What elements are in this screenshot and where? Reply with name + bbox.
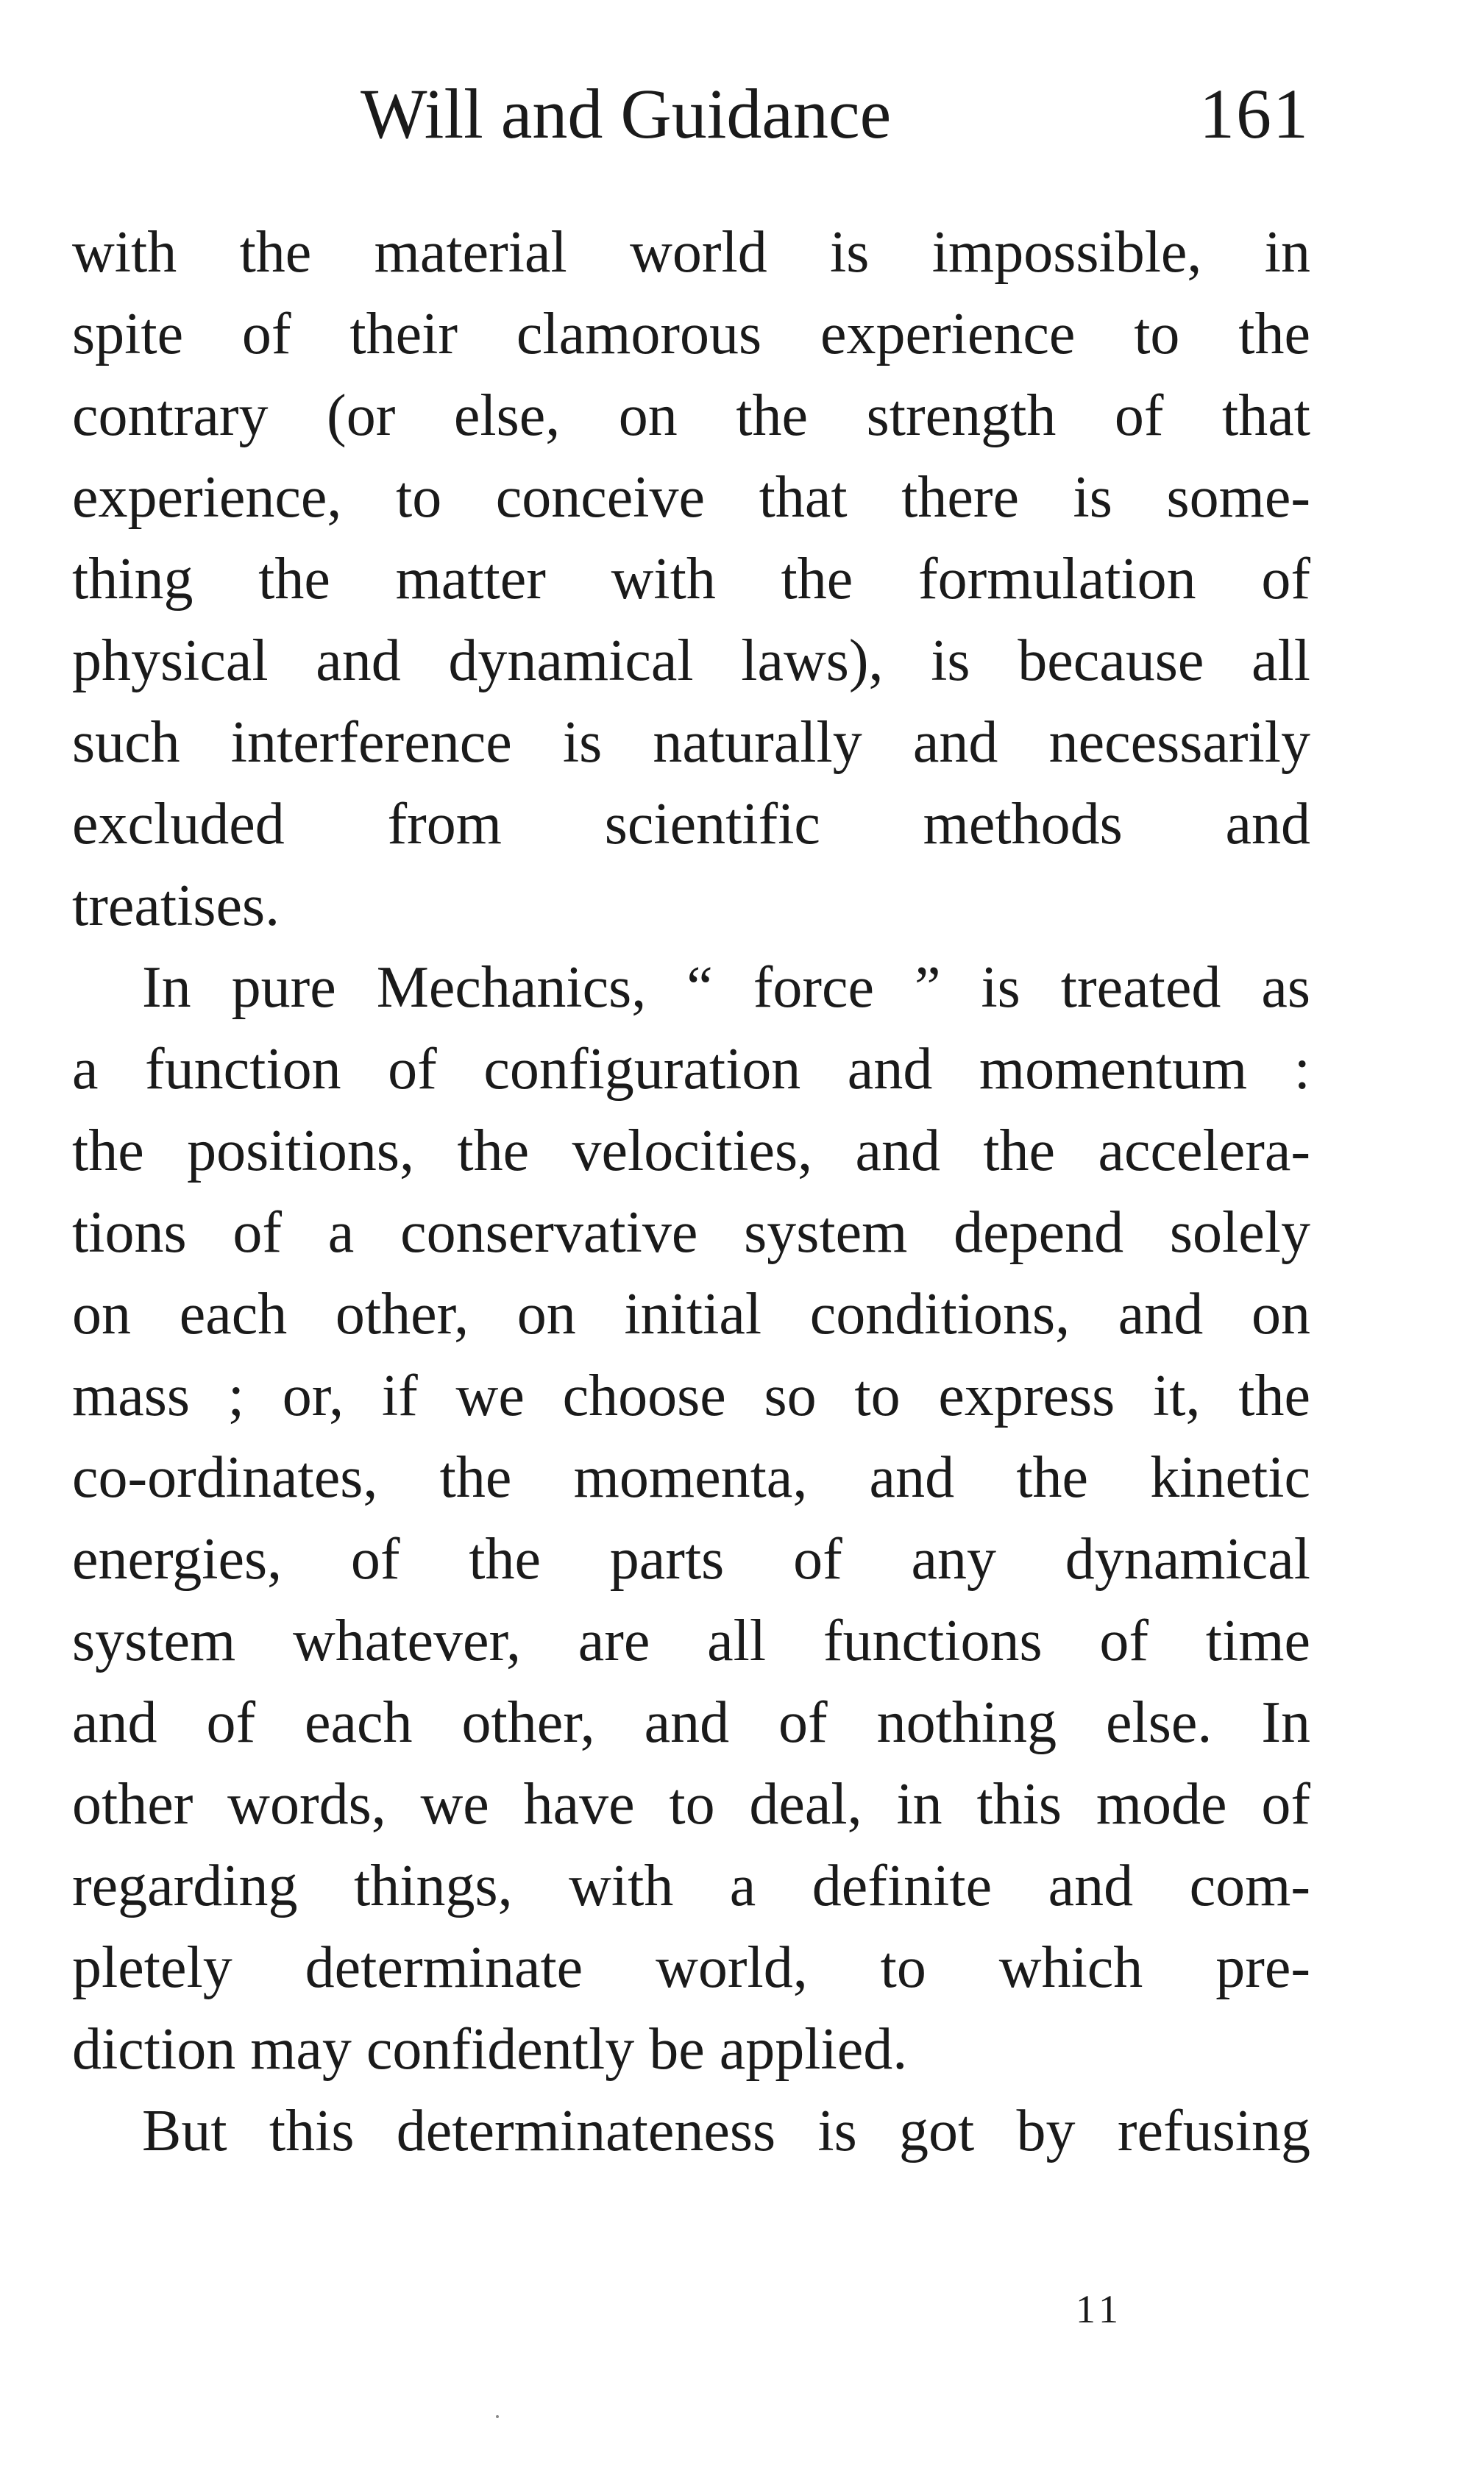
text-line: other words, we have to deal, in this mode of [72, 1772, 1310, 1837]
text-line: on each other, on initial conditions, and on [72, 1282, 1310, 1347]
text-line: excluded from scientific methods and [72, 792, 1310, 857]
text-line: with the material world is impossible, in [72, 220, 1310, 285]
paragraph-first-line: But this determinateness is got by refusing [142, 2099, 1310, 2163]
text-line: system whatever, are all functions of time [72, 1609, 1310, 1673]
paragraph-first-line: In pure Mechanics, “ force ” is treated as [142, 955, 1310, 1020]
text-line: the positions, the velocities, and the accelera- [72, 1119, 1310, 1183]
text-line: experience, to conceive that there is some- [72, 465, 1310, 530]
text-line: diction may confidently be applied. [72, 2017, 908, 2082]
signature-mark: 11 [1076, 2287, 1123, 2331]
text-line: mass ; or, if we choose so to express it, the [72, 1364, 1310, 1428]
text-line: spite of their clamorous experience to the [72, 302, 1310, 366]
text-line: a function of configuration and momentum : [72, 1037, 1310, 1102]
text-line: tions of a conservative system depend solely [72, 1200, 1310, 1265]
text-line: physical and dynamical laws), is because all [72, 628, 1310, 693]
text-line: contrary (or else, on the strength of that [72, 383, 1310, 448]
text-line: regarding things, with a definite and com- [72, 1854, 1310, 1918]
page-header [361, 70, 1310, 158]
body-text [72, 212, 1310, 2172]
text-line: energies, of the parts of any dynamical [72, 1527, 1310, 1592]
text-line: and of each other, and of nothing else. In [72, 1690, 1310, 1755]
running-title: Will and Guidance [361, 74, 892, 153]
page-number: 161 [1199, 74, 1310, 153]
text-line: thing the matter with the formulation of [72, 547, 1310, 612]
text-line: such interference is naturally and necessarily [72, 710, 1310, 775]
text-line: treatises. [72, 873, 280, 938]
text-line: co-ordinates, the momenta, and the kinetic [72, 1445, 1310, 1510]
paper-speck [496, 2415, 499, 2418]
text-line: pletely determinate world, to which pre- [72, 1935, 1310, 2000]
